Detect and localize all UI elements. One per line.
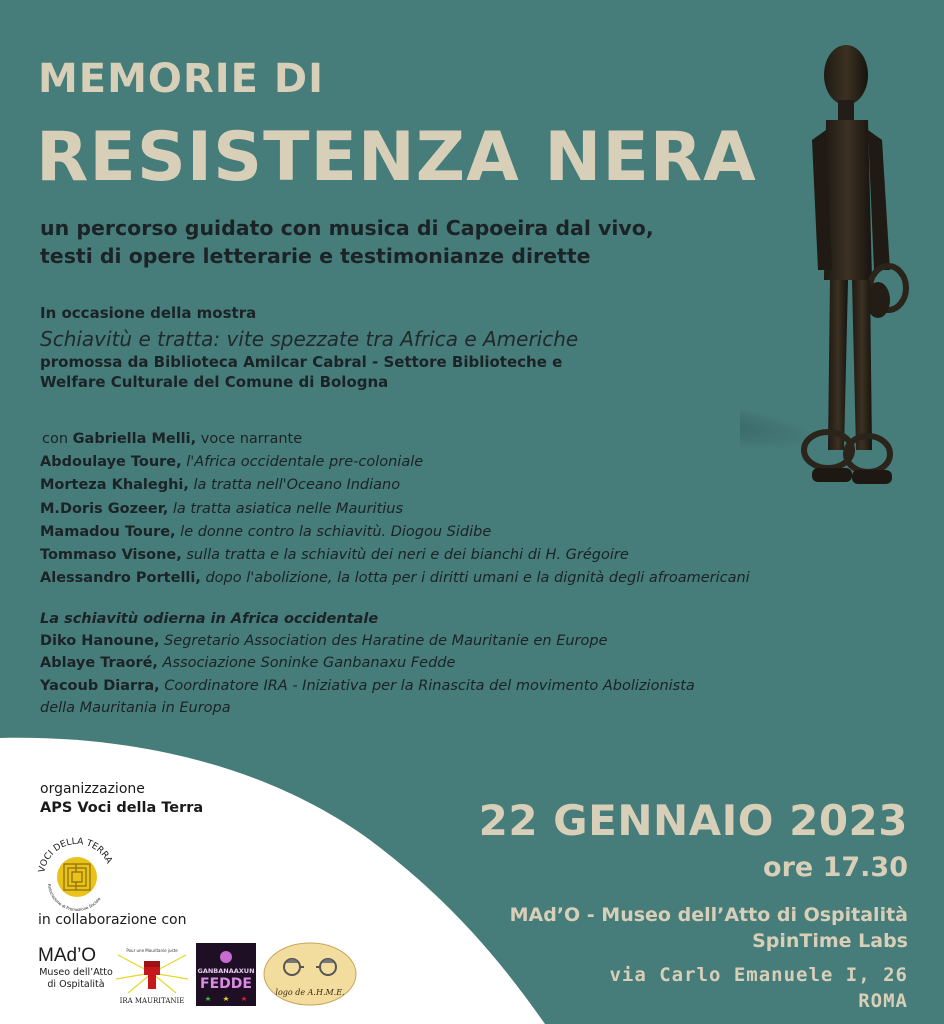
speaker-row bbox=[40, 498, 860, 521]
title-line-1: MEMORIE DI bbox=[38, 56, 324, 102]
speaker-row bbox=[40, 630, 860, 652]
organization-label: organizzazione bbox=[40, 781, 145, 797]
exhibition-intro: In occasione della mostra bbox=[40, 304, 257, 322]
speaker-role: dopo l'abolizione, la lotta per i diritti umani e la dignità degli afroamericani bbox=[200, 570, 750, 587]
speaker-role: la tratta asiatica nelle Mauritius bbox=[168, 500, 404, 517]
organization-block bbox=[40, 780, 203, 818]
speaker-name: Gabriella Melli, bbox=[72, 431, 197, 447]
event-venue-line-1: MAd’O - Museo dell’Atto di Ospitalità bbox=[509, 904, 908, 926]
speaker-row bbox=[40, 428, 860, 451]
speaker-role: la tratta nell'Oceano Indiano bbox=[188, 477, 401, 494]
exhibition-promoter-1: promossa da Biblioteca Amilcar Cabral - Settore Biblioteche e bbox=[40, 353, 563, 371]
speaker-name: Abdoulaye Toure, bbox=[40, 454, 182, 471]
mado-logo-subtitle: Museo dell’Atto di Ospitalità bbox=[39, 967, 113, 990]
speaker-name: Diko Hanoune, bbox=[40, 633, 160, 649]
speaker-role: voce narrante bbox=[196, 431, 303, 447]
mado-logo-title: MAd’O bbox=[38, 945, 97, 966]
ganbanaaxun-fedde-logo bbox=[196, 943, 256, 1006]
title-line-2: RESISTENZA NERA bbox=[36, 118, 757, 197]
voci-della-terra-logo bbox=[36, 836, 118, 918]
modern-slavery-heading: La schiavitù odierna in Africa occidentale bbox=[40, 611, 379, 627]
speaker-name: Morteza Khaleghi, bbox=[40, 477, 189, 494]
svg-text:GANBANAAXUN: GANBANAAXUN bbox=[197, 967, 255, 975]
modern-slavery-section bbox=[40, 608, 860, 719]
speaker-prefix: con bbox=[42, 431, 73, 447]
svg-text:Pour une Mauritanie juste: Pour une Mauritanie juste bbox=[126, 948, 178, 953]
speaker-row bbox=[40, 451, 860, 474]
speaker-name: Mamadou Toure, bbox=[40, 523, 176, 540]
event-address-street: via Carlo Emanuele I, 26 bbox=[609, 964, 908, 986]
speaker-row bbox=[40, 652, 860, 674]
speaker-name: Tommaso Visone, bbox=[40, 547, 182, 564]
exhibition-info bbox=[40, 304, 680, 392]
exhibition-promoter-2: Welfare Culturale del Comune di Bologna bbox=[40, 373, 389, 391]
speakers-list bbox=[40, 428, 860, 590]
speaker-row bbox=[40, 675, 860, 697]
collaboration-label: in collaborazione con bbox=[38, 912, 187, 928]
speaker-name: Alessandro Portelli, bbox=[40, 570, 201, 587]
mado-logo bbox=[38, 945, 114, 1005]
svg-text:Associazione di Promozione Soc: Associazione di Promozione Sociale bbox=[47, 883, 102, 913]
event-date: 22 GENNAIO 2023 bbox=[478, 796, 908, 845]
svg-text:VOCI DELLA TERRA: VOCI DELLA TERRA bbox=[37, 836, 114, 874]
speaker-row bbox=[40, 521, 860, 544]
speaker-role: della Mauritania in Europa bbox=[40, 699, 231, 716]
svg-text:IRA MAURITANIE: IRA MAURITANIE bbox=[119, 997, 185, 1005]
event-venue bbox=[510, 902, 908, 954]
speaker-row bbox=[40, 544, 860, 567]
speaker-role: le donne contro la schiavitù. Diogou Sidibe bbox=[175, 523, 492, 540]
speaker-role-continuation bbox=[40, 697, 860, 719]
event-time: ore 17.30 bbox=[763, 852, 908, 883]
speaker-role: sulla tratta e la schiavitù dei neri e dei bianchi di H. Grégoire bbox=[181, 547, 629, 564]
ira-mauritanie-logo bbox=[114, 945, 190, 1007]
organization-name: APS Voci della Terra bbox=[40, 800, 204, 816]
speaker-role: Segretario Association des Haratine de Mauritanie en Europe bbox=[159, 633, 608, 649]
speaker-role: Associazione Soninke Ganbanaxu Fedde bbox=[157, 655, 456, 672]
event-venue-line-2: SpinTime Labs bbox=[752, 930, 908, 952]
exhibition-title: Schiavitù e tratta: vite spezzate tra Africa e Americhe bbox=[40, 327, 579, 351]
subtitle bbox=[40, 214, 740, 270]
speaker-name: Yacoub Diarra, bbox=[40, 677, 160, 694]
event-address-city: ROMA bbox=[858, 990, 908, 1012]
event-address bbox=[609, 962, 908, 1014]
speaker-role: Coordinatore IRA - Iniziativa per la Rinascita del movimento Abolizionista bbox=[159, 677, 695, 694]
speaker-row bbox=[40, 567, 860, 590]
speaker-name: M.Doris Gozeer, bbox=[40, 500, 169, 517]
subtitle-line-2: testi di opere letterarie e testimonianze dirette bbox=[40, 244, 591, 268]
subtitle-line-1: un percorso guidato con musica di Capoeira dal vivo, bbox=[40, 216, 654, 240]
ahme-logo bbox=[262, 941, 358, 1007]
speaker-role: l'Africa occidentale pre-coloniale bbox=[181, 454, 424, 471]
speaker-row bbox=[40, 474, 860, 497]
svg-text:logo de A.H.M.E.: logo de A.H.M.E. bbox=[275, 988, 345, 997]
speaker-name: Ablaye Traoré, bbox=[40, 655, 158, 672]
svg-text:FEDDE: FEDDE bbox=[200, 976, 252, 992]
